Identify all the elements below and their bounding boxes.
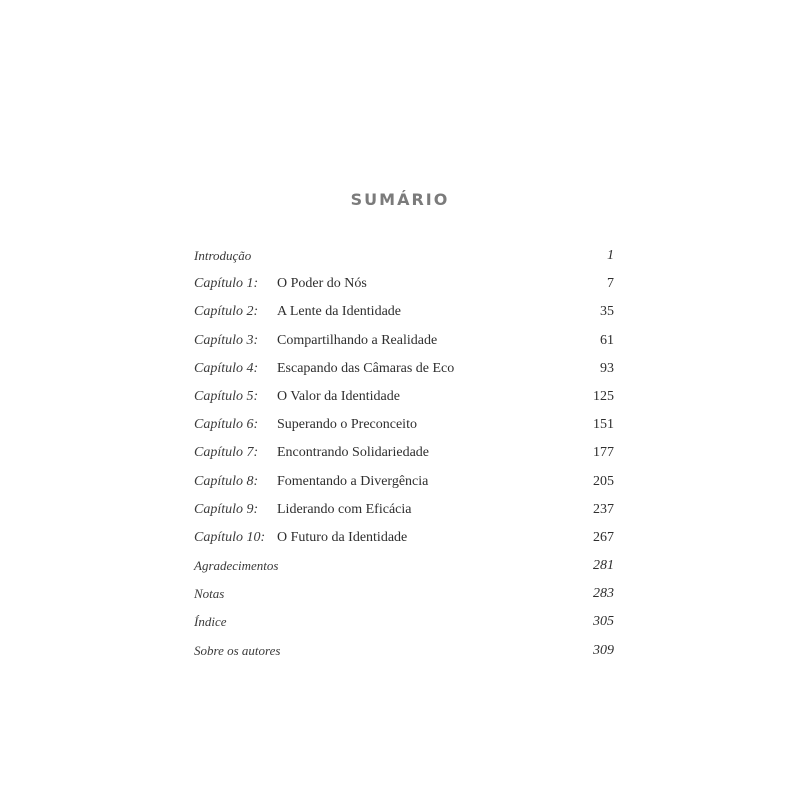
toc-title: O Futuro da Identidade xyxy=(277,529,408,545)
toc-page-number: 281 xyxy=(593,558,614,574)
toc-label: Sobre os autores xyxy=(194,642,281,658)
page-title: SUMÁRIO xyxy=(350,190,450,209)
toc-page-number: 177 xyxy=(593,445,614,461)
toc-page-number: 305 xyxy=(593,614,614,630)
table-of-contents xyxy=(194,242,614,665)
toc-page-number: 7 xyxy=(607,276,614,292)
toc-entry xyxy=(194,580,614,608)
toc-page-number: 205 xyxy=(593,473,614,489)
toc-entry xyxy=(194,439,614,467)
toc-entry xyxy=(194,298,614,326)
toc-label: Capítulo 2: xyxy=(194,304,259,320)
toc-page-number: 237 xyxy=(593,501,614,517)
toc-page-number: 267 xyxy=(593,529,614,545)
toc-label: Capítulo 1: xyxy=(194,276,259,292)
toc-label: Capítulo 5: xyxy=(194,388,259,404)
toc-page-number: 125 xyxy=(593,388,614,404)
toc-title: Escapando das Câmaras de Eco xyxy=(277,360,455,376)
toc-entry xyxy=(194,608,614,636)
toc-title: A Lente da Identidade xyxy=(277,304,402,320)
toc-label: Capítulo 10: xyxy=(194,529,266,545)
toc-entry xyxy=(194,355,614,383)
toc-label: Capítulo 9: xyxy=(194,501,259,517)
toc-entry xyxy=(194,411,614,439)
toc-label: Agradecimentos xyxy=(194,558,279,574)
toc-entry xyxy=(194,383,614,411)
toc-title: Compartilhando a Realidade xyxy=(277,332,438,348)
toc-label: Capítulo 4: xyxy=(194,360,259,376)
toc-page-number: 1 xyxy=(607,248,614,263)
toc-page-number: 35 xyxy=(600,304,614,320)
toc-entry xyxy=(194,637,614,665)
toc-label: Capítulo 7: xyxy=(194,445,259,461)
toc-title: O Valor da Identidade xyxy=(277,388,400,404)
toc-entry xyxy=(194,270,614,298)
toc-label: Capítulo 3: xyxy=(194,332,259,348)
toc-title: Encontrando Solidariedade xyxy=(277,445,430,461)
toc-entry xyxy=(194,496,614,524)
toc-label: Capítulo 6: xyxy=(194,417,259,433)
toc-label: Índice xyxy=(194,614,227,630)
toc-title: Fomentando a Divergência xyxy=(277,473,429,489)
toc-title: Superando o Preconceito xyxy=(277,417,417,433)
toc-label: Notas xyxy=(194,586,225,602)
toc-label: Capítulo 8: xyxy=(194,473,259,489)
toc-page-number: 309 xyxy=(593,642,614,658)
toc-entry xyxy=(194,327,614,355)
toc-page-number: 283 xyxy=(593,586,614,602)
toc-page-number: 93 xyxy=(600,360,614,376)
toc-title: O Poder do Nós xyxy=(277,276,367,292)
toc-entry xyxy=(194,468,614,496)
toc-label: Introdução xyxy=(194,248,252,263)
toc-title: Liderando com Eficácia xyxy=(277,501,412,517)
toc-entry xyxy=(194,242,614,270)
toc-page-number: 61 xyxy=(600,332,614,348)
toc-entry xyxy=(194,524,614,552)
toc-entry xyxy=(194,552,614,580)
toc-page-number: 151 xyxy=(593,417,614,433)
